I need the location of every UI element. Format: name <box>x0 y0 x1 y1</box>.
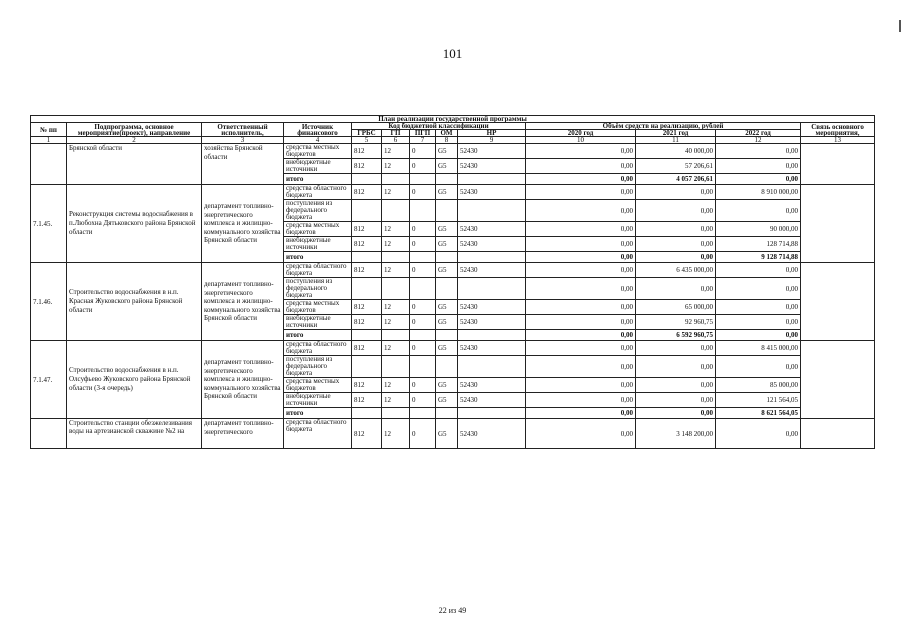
finance-source: средства местных бюджетов <box>284 222 352 237</box>
finance-source: поступления из федерального бюджета <box>284 278 352 300</box>
amount-2022: 90 000,00 <box>716 222 801 237</box>
pgp-cell: 0 <box>410 185 436 200</box>
row-number: 7.1.45. <box>31 185 67 263</box>
header-source: Источник финансового <box>284 123 352 137</box>
table-row <box>31 144 875 159</box>
np-cell: 52430 <box>458 222 526 237</box>
grbs-cell: 812 <box>352 300 382 315</box>
total-2021: 4 057 206,61 <box>636 174 716 185</box>
amount-2022: 0,00 <box>716 356 801 378</box>
finance-source: средства областного бюджета <box>284 341 352 356</box>
column-number: 9 <box>458 137 526 144</box>
amount-2020: 0,00 <box>526 185 636 200</box>
total-label: итого <box>284 408 352 419</box>
gp-cell: 12 <box>382 144 410 159</box>
column-number: 3 <box>202 137 284 144</box>
amount-2020: 0,00 <box>526 393 636 408</box>
grbs-cell: 812 <box>352 222 382 237</box>
pgp-cell: 0 <box>410 393 436 408</box>
total-label: итого <box>284 252 352 263</box>
responsible-executor: департамент топливно-энергетического комплекса и жилищно-коммунального хозяйства Брянской области <box>202 185 284 263</box>
om-cell <box>436 356 458 378</box>
row-number: 7.1.46. <box>31 263 67 341</box>
total-label: итого <box>284 330 352 341</box>
total-2020: 0,00 <box>526 330 636 341</box>
total-2022: 0,00 <box>716 174 801 185</box>
om-cell <box>436 200 458 222</box>
np-cell <box>458 200 526 222</box>
responsible-executor: хозяйства Брянской области <box>202 144 284 185</box>
amount-2022: 0,00 <box>716 300 801 315</box>
column-number: 6 <box>382 137 410 144</box>
amount-2020: 0,00 <box>526 341 636 356</box>
header-executor: Ответственный исполнитель, <box>202 123 284 137</box>
amount-2021: 0,00 <box>636 222 716 237</box>
gp-cell <box>382 356 410 378</box>
amount-2022: 8 910 000,00 <box>716 185 801 200</box>
pgp-cell: 0 <box>410 159 436 174</box>
grbs-cell: 812 <box>352 315 382 330</box>
amount-2021: 0,00 <box>636 341 716 356</box>
grbs-cell: 812 <box>352 185 382 200</box>
gp-cell: 12 <box>382 263 410 278</box>
column-number: 11 <box>636 137 716 144</box>
measure-description: Брянской области <box>67 144 202 185</box>
amount-2022: 0,00 <box>716 200 801 222</box>
np-cell: 52430 <box>458 419 526 449</box>
finance-source: средства областного бюджета <box>284 185 352 200</box>
pgp-cell <box>410 356 436 378</box>
amount-2021: 65 000,00 <box>636 300 716 315</box>
finance-source: внебюджетные источники <box>284 237 352 252</box>
grbs-cell <box>352 278 382 300</box>
total-2021: 0,00 <box>636 252 716 263</box>
om-cell: G5 <box>436 300 458 315</box>
pgp-cell: 0 <box>410 419 436 449</box>
amount-2021: 0,00 <box>636 393 716 408</box>
column-number: 8 <box>436 137 458 144</box>
np-cell <box>458 278 526 300</box>
amount-2021: 0,00 <box>636 378 716 393</box>
finance-source: средства областного бюджета <box>284 419 352 449</box>
amount-2022: 0,00 <box>716 159 801 174</box>
amount-2021: 6 435 000,00 <box>636 263 716 278</box>
responsible-executor: департамент топливно-энергетического <box>202 419 284 449</box>
page-number: 101 <box>442 46 463 61</box>
om-cell: G5 <box>436 185 458 200</box>
gp-cell: 12 <box>382 185 410 200</box>
link-cell <box>801 419 875 449</box>
amount-2022: 121 564,05 <box>716 393 801 408</box>
amount-2022: 0,00 <box>716 263 801 278</box>
header-gp: ГП <box>382 130 410 137</box>
om-cell <box>436 278 458 300</box>
amount-2020: 0,00 <box>526 263 636 278</box>
row-number <box>31 144 67 185</box>
amount-2021: 57 206,61 <box>636 159 716 174</box>
header-volume: Объём средств на реализацию, рублей <box>526 123 801 130</box>
table-row <box>31 341 875 356</box>
gp-cell: 12 <box>382 378 410 393</box>
link-cell <box>801 341 875 419</box>
amount-2022: 8 415 000,00 <box>716 341 801 356</box>
np-cell <box>458 356 526 378</box>
total-2020: 0,00 <box>526 252 636 263</box>
page-footer: 22 из 49 <box>438 606 467 615</box>
amount-2021: 92 960,75 <box>636 315 716 330</box>
header-np: НР <box>458 130 526 137</box>
responsible-executor: департамент топливно-энергетического комплекса и жилищно-коммунального хозяйства Брянской области <box>202 341 284 419</box>
amount-2020: 0,00 <box>526 378 636 393</box>
column-number: 2 <box>67 137 202 144</box>
measure-description: Реконструкция системы водоснабжения в п.Любохна Дятьковского района Брянской области <box>67 185 202 263</box>
gp-cell <box>382 278 410 300</box>
column-numbers-row <box>31 137 875 144</box>
grbs-cell: 812 <box>352 144 382 159</box>
amount-2021: 0,00 <box>636 278 716 300</box>
column-number: 13 <box>801 137 875 144</box>
om-cell: G5 <box>436 378 458 393</box>
amount-2021: 3 148 200,00 <box>636 419 716 449</box>
table-title: План реализации государственной программы <box>31 116 875 123</box>
finance-source: средства местных бюджетов <box>284 144 352 159</box>
link-cell <box>801 263 875 341</box>
pgp-cell: 0 <box>410 341 436 356</box>
np-cell: 52430 <box>458 315 526 330</box>
amount-2022: 0,00 <box>716 278 801 300</box>
column-number: 10 <box>526 137 636 144</box>
grbs-cell: 812 <box>352 419 382 449</box>
row-number: 7.1.47. <box>31 341 67 419</box>
gp-cell <box>382 200 410 222</box>
om-cell: G5 <box>436 159 458 174</box>
total-2021: 6 592 960,75 <box>636 330 716 341</box>
pgp-cell: 0 <box>410 222 436 237</box>
header-2021: 2021 год <box>636 130 716 137</box>
grbs-cell: 812 <box>352 378 382 393</box>
gp-cell: 12 <box>382 300 410 315</box>
table-row <box>31 419 875 449</box>
total-2022: 9 128 714,88 <box>716 252 801 263</box>
finance-source: внебюджетные источники <box>284 159 352 174</box>
amount-2021: 0,00 <box>636 200 716 222</box>
column-number: 5 <box>352 137 382 144</box>
table-row <box>31 185 875 200</box>
np-cell: 52430 <box>458 263 526 278</box>
amount-2020: 0,00 <box>526 419 636 449</box>
measure-description: Строительство станции обезжелезивания воды на артезианской скважине №2 на <box>67 419 202 449</box>
pgp-cell: 0 <box>410 315 436 330</box>
om-cell: G5 <box>436 419 458 449</box>
np-cell: 52430 <box>458 144 526 159</box>
amount-2022: 128 714,88 <box>716 237 801 252</box>
header-pgp: ПГП <box>410 130 436 137</box>
grbs-cell: 812 <box>352 341 382 356</box>
finance-source: средства местных бюджетов <box>284 378 352 393</box>
link-cell <box>801 185 875 263</box>
grbs-cell: 812 <box>352 263 382 278</box>
gp-cell: 12 <box>382 159 410 174</box>
np-cell: 52430 <box>458 393 526 408</box>
pgp-cell <box>410 278 436 300</box>
header-subprogram: Подпрограмма, основное мероприятие(проект), направление <box>67 123 202 137</box>
gp-cell: 12 <box>382 237 410 252</box>
pgp-cell: 0 <box>410 144 436 159</box>
amount-2020: 0,00 <box>526 356 636 378</box>
gp-cell: 12 <box>382 341 410 356</box>
header-2022: 2022 год <box>716 130 801 137</box>
np-cell: 52430 <box>458 300 526 315</box>
amount-2020: 0,00 <box>526 278 636 300</box>
responsible-executor: департамент топливно-энергетического комплекса и жилищно-коммунального хозяйства Брянской области <box>202 263 284 341</box>
amount-2020: 0,00 <box>526 200 636 222</box>
gp-cell: 12 <box>382 222 410 237</box>
amount-2022: 0,00 <box>716 419 801 449</box>
pgp-cell: 0 <box>410 300 436 315</box>
link-cell <box>801 144 875 185</box>
om-cell: G5 <box>436 144 458 159</box>
header-om: ОМ <box>436 130 458 137</box>
measure-description: Строительство водоснабжения в н.п. Олсуфьево Жуковского района Брянской области (3-я очередь) <box>67 341 202 419</box>
om-cell: G5 <box>436 315 458 330</box>
amount-2021: 40 000,00 <box>636 144 716 159</box>
om-cell: G5 <box>436 263 458 278</box>
header-2020: 2020 год <box>526 130 636 137</box>
grbs-cell: 812 <box>352 237 382 252</box>
amount-2020: 0,00 <box>526 144 636 159</box>
np-cell: 52430 <box>458 237 526 252</box>
column-number: 7 <box>410 137 436 144</box>
header-budget-code: Код бюджетной классификации <box>352 123 526 130</box>
header-num: № пп <box>31 123 67 137</box>
total-2022: 0,00 <box>716 330 801 341</box>
column-number: 4 <box>284 137 352 144</box>
finance-source: средства областного бюджета <box>284 263 352 278</box>
grbs-cell: 812 <box>352 159 382 174</box>
om-cell: G5 <box>436 222 458 237</box>
finance-source: внебюджетные источники <box>284 315 352 330</box>
np-cell: 52430 <box>458 159 526 174</box>
pgp-cell: 0 <box>410 263 436 278</box>
scan-edge-mark <box>899 20 901 32</box>
amount-2020: 0,00 <box>526 222 636 237</box>
om-cell: G5 <box>436 237 458 252</box>
amount-2022: 0,00 <box>716 315 801 330</box>
finance-source: средства местных бюджетов <box>284 300 352 315</box>
om-cell: G5 <box>436 393 458 408</box>
np-cell: 52430 <box>458 378 526 393</box>
program-plan-table <box>30 115 875 449</box>
header-grbs: ГРБС <box>352 130 382 137</box>
gp-cell: 12 <box>382 315 410 330</box>
column-number: 1 <box>31 137 67 144</box>
header-link: Связь основного мероприятия, <box>801 123 875 137</box>
pgp-cell: 0 <box>410 378 436 393</box>
amount-2020: 0,00 <box>526 237 636 252</box>
total-2020: 0,00 <box>526 408 636 419</box>
om-cell: G5 <box>436 341 458 356</box>
grbs-cell <box>352 356 382 378</box>
total-2020: 0,00 <box>526 174 636 185</box>
column-number: 12 <box>716 137 801 144</box>
gp-cell: 12 <box>382 419 410 449</box>
amount-2020: 0,00 <box>526 300 636 315</box>
amount-2021: 0,00 <box>636 237 716 252</box>
table-row <box>31 263 875 278</box>
gp-cell: 12 <box>382 393 410 408</box>
finance-source: внебюджетные источники <box>284 393 352 408</box>
amount-2020: 0,00 <box>526 315 636 330</box>
finance-source: поступления из федерального бюджета <box>284 356 352 378</box>
table-title-row <box>31 116 875 123</box>
amount-2022: 0,00 <box>716 144 801 159</box>
finance-source: поступления из федерального бюджета <box>284 200 352 222</box>
row-number <box>31 419 67 449</box>
total-2021: 0,00 <box>636 408 716 419</box>
amount-2021: 0,00 <box>636 356 716 378</box>
pgp-cell <box>410 200 436 222</box>
amount-2020: 0,00 <box>526 159 636 174</box>
header-row-1 <box>31 123 875 130</box>
grbs-cell <box>352 200 382 222</box>
grbs-cell: 812 <box>352 393 382 408</box>
amount-2022: 85 000,00 <box>716 378 801 393</box>
np-cell: 52430 <box>458 185 526 200</box>
np-cell: 52430 <box>458 341 526 356</box>
measure-description: Строительство водоснабжения в н.п. Красная Жуковского района Брянской области <box>67 263 202 341</box>
total-2022: 8 621 564,05 <box>716 408 801 419</box>
total-label: итого <box>284 174 352 185</box>
pgp-cell: 0 <box>410 237 436 252</box>
amount-2021: 0,00 <box>636 185 716 200</box>
